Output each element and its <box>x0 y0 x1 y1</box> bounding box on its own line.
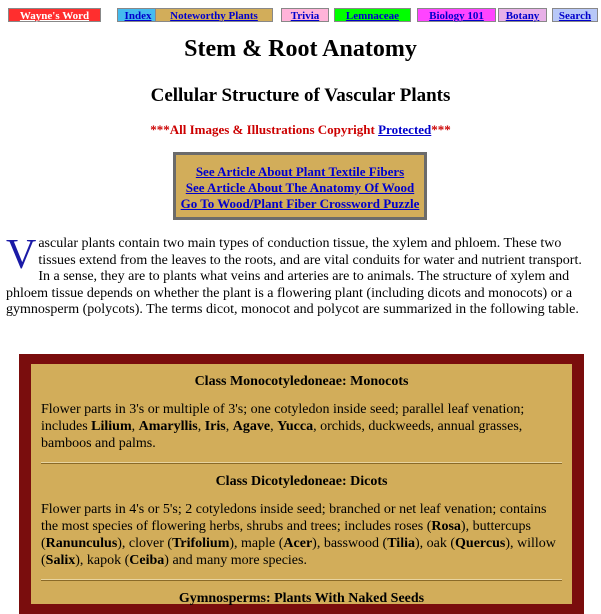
copyright-prefix: ***All Images & Illustrations Copyright <box>150 122 379 137</box>
nav-index[interactable]: Index <box>117 8 159 22</box>
intro-paragraph <box>6 232 596 319</box>
link-plant-textile-fibers[interactable]: See Article About Plant Textile Fibers <box>195 164 405 179</box>
intro-text: ascular plants contain two main types of conduction tissue, the xylem and phloem. These two tissues extend from the leaves to the roots, and are vital conduits for water and nutrient transport. In a sense, they are to plants what veins and arteries are to animals. The structure of xylem and phloem tissue depends on whether the plant is a flowering plant (including dicots and monocots) or a gymnosperm (polycots). The terms dicot, monocot and polycot are summarized in the following table. <box>6 236 582 317</box>
nav-botany[interactable]: Botany <box>498 8 547 22</box>
nav-search[interactable]: Search <box>552 8 598 22</box>
drop-cap: V <box>6 232 37 278</box>
link-crossword-puzzle[interactable]: Go To Wood/Plant Fiber Crossword Puzzle <box>180 196 420 211</box>
gymnosperms-heading: Gymnosperms: Plants With Naked Seeds <box>178 591 425 606</box>
top-navigation <box>8 8 598 24</box>
nav-biology-101[interactable]: Biology 101 <box>417 8 496 22</box>
link-anatomy-of-wood[interactable]: See Article About The Anatomy Of Wood <box>185 180 415 195</box>
page-title: Stem & Root Anatomy <box>184 36 417 62</box>
copyright-notice <box>0 122 601 138</box>
copyright-protected-link[interactable]: Protected <box>378 122 432 137</box>
nav-trivia[interactable]: Trivia <box>281 8 329 22</box>
page-subtitle: Cellular Structure of Vascular Plants <box>150 85 451 106</box>
dicots-heading: Class Dicotyledoneae: Dicots <box>215 474 388 489</box>
nav-waynes-word[interactable]: Wayne's Word <box>8 8 101 22</box>
classification-table-inner <box>31 364 572 604</box>
monocots-description: Flower parts in 3's or multiple of 3's; one cotyledon inside seed; parallel leaf venation; includes Lilium, Amaryllis, Iris, Agave, Yucca, orchids, duckweeds, annual grasses, bamboos and palms. <box>41 402 525 451</box>
related-links-box <box>173 152 427 220</box>
monocots-heading: Class Monocotyledoneae: Monocots <box>194 374 409 389</box>
nav-noteworthy-plants[interactable]: Noteworthy Plants <box>155 8 273 22</box>
copyright-suffix: *** <box>431 122 451 137</box>
dicots-description: Flower parts in 4's or 5's; 2 cotyledons inside seed; branched or net leaf venation; contains the most species of flowering herbs, shrubs and trees; includes roses (Rosa), buttercups (Ranunculus), clover (Trifolium), maple (Acer), basswood (Tilia), oak (Quercus), willow (Salix), kapok (Ceiba) and many more species. <box>41 502 556 568</box>
classification-table <box>19 354 584 614</box>
nav-lemnaceae[interactable]: Lemnaceae <box>334 8 411 22</box>
